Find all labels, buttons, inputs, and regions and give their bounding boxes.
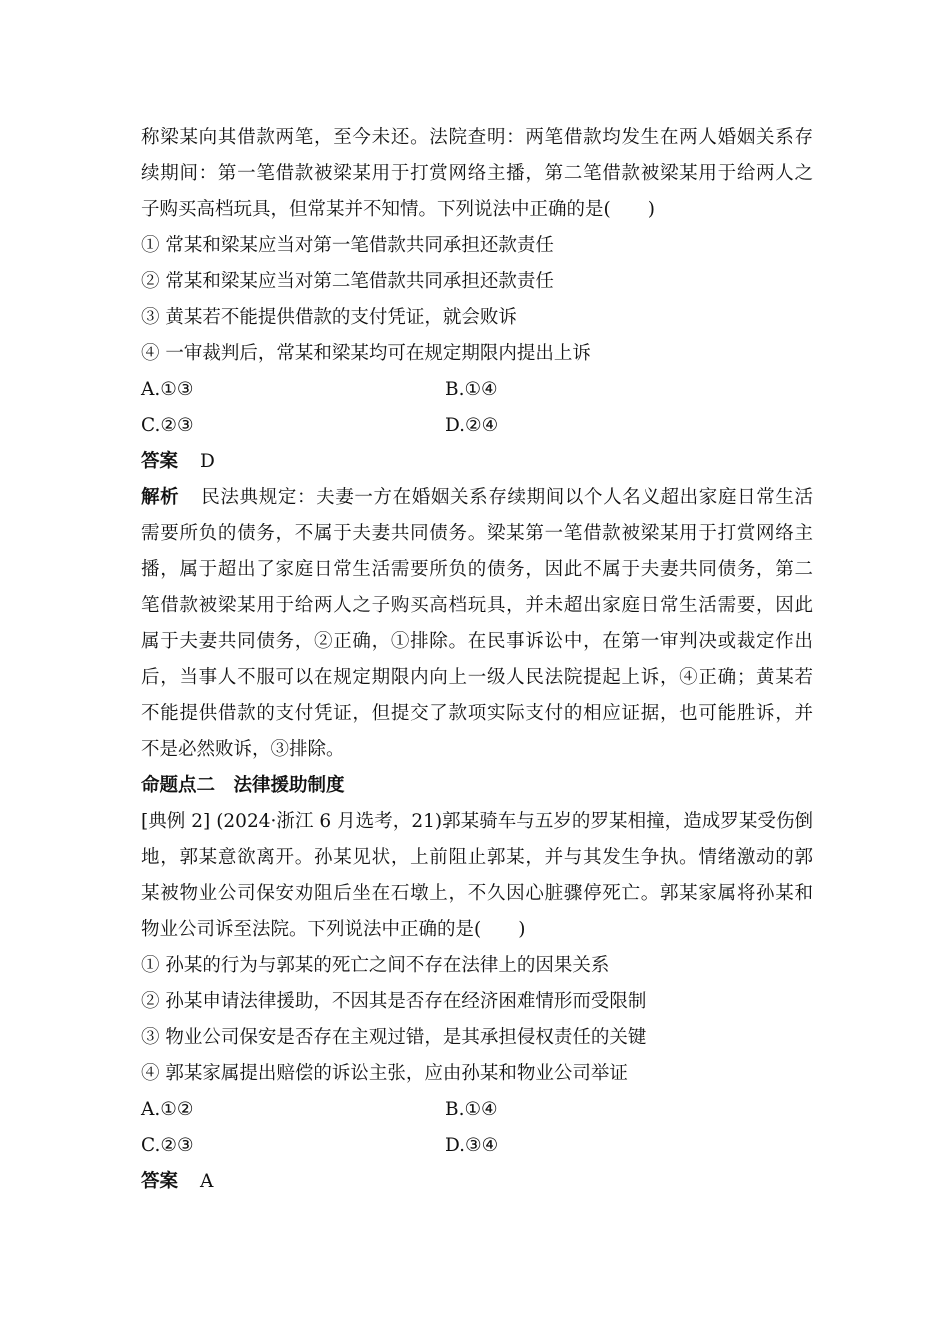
statement-item: ③ 物业公司保安是否存在主观过错，是其承担侵权责任的关键 (141, 1027, 647, 1048)
answer-line (141, 1164, 813, 1200)
question-stem-line: 物业公司诉至法院。下列说法中正确的是( ) (141, 919, 526, 940)
options-row (141, 408, 813, 444)
option-b: B.①④ (445, 1099, 498, 1120)
statement-item: ② 孙某申请法律援助，不因其是否存在经济困难情形而受限制 (141, 991, 647, 1012)
question-stem-line: 某被物业公司保安劝阻后坐在石墩上，不久因心脏骤停死亡。郭某家属将孙某和 (141, 883, 813, 904)
answer-label: 答案 (141, 451, 179, 472)
option-c: C.②③ (141, 1135, 194, 1156)
statement-item: ① 常某和梁某应当对第一笔借款共同承担还款责任 (141, 235, 554, 256)
analysis-line: 不能提供借款的支付凭证，但提交了款项实际支付的相应证据，也可能胜诉，并 (141, 703, 813, 724)
question-stem-line: [典例 2] (2024·浙江 6 月选考，21)郭某骑车与五岁的罗某相撞，造成罗某受伤倒 (141, 811, 813, 832)
question-stem-line: 称梁某向其借款两笔，至今未还。法院查明：两笔借款均发生在两人婚姻关系存 (141, 127, 813, 148)
answer-label: 答案 (141, 1171, 179, 1192)
analysis-line: 需要所负的债务，不属于夫妻共同债务。梁某第一笔借款被梁某用于打赏网络主 (141, 523, 813, 544)
option-c: C.②③ (141, 415, 194, 436)
statement-item: ④ 一审裁判后，常某和梁某均可在规定期限内提出上诉 (141, 343, 591, 364)
statement-item: ③ 黄某若不能提供借款的支付凭证，就会败诉 (141, 307, 517, 328)
analysis-line: 播，属于超出了家庭日常生活需要所负的债务，因此不属于夫妻共同债务，第二 (141, 559, 813, 580)
options-row (141, 1092, 813, 1128)
analysis-line: 后，当事人不服可以在规定期限内向上一级人民法院提起上诉，④正确；黄某若 (141, 667, 813, 688)
option-b: B.①④ (445, 379, 498, 400)
option-d: D.③④ (445, 1135, 499, 1156)
statement-item: ④ 郭某家属提出赔偿的诉讼主张，应由孙某和物业公司举证 (141, 1063, 628, 1084)
analysis-line (141, 480, 813, 516)
answer-value: A (200, 1171, 214, 1192)
option-a: A.①③ (141, 379, 194, 400)
question-stem-line: 子购买高档玩具，但常某并不知情。下列说法中正确的是( ) (141, 199, 655, 220)
options-row (141, 372, 813, 408)
analysis-line: 笔借款被梁某用于给两人之子购买高档玩具，并未超出家庭日常生活需要，因此 (141, 595, 813, 616)
question-stem-line: 续期间：第一笔借款被梁某用于打赏网络主播，第二笔借款被梁某用于给两人之 (141, 163, 813, 184)
analysis-label: 解析 (141, 487, 180, 508)
analysis-line: 不是必然败诉，③排除。 (141, 739, 345, 760)
analysis-line: 属于夫妻共同债务，②正确，①排除。在民事诉讼中，在第一审判决或裁定作出 (141, 631, 813, 652)
option-a: A.①② (141, 1099, 194, 1120)
section-heading: 命题点二 法律援助制度 (141, 775, 345, 796)
statement-item: ① 孙某的行为与郭某的死亡之间不存在法律上的因果关系 (141, 955, 610, 976)
answer-value: D (200, 451, 215, 472)
options-row (141, 1128, 813, 1164)
document-page (141, 120, 813, 1200)
analysis-text: 民法典规定：夫妻一方在婚姻关系存续期间以个人名义超出家庭日常生活 (201, 487, 813, 508)
answer-line (141, 444, 813, 480)
statement-item: ② 常某和梁某应当对第二笔借款共同承担还款责任 (141, 271, 554, 292)
option-d: D.②④ (445, 415, 499, 436)
question-stem-line: 地，郭某意欲离开。孙某见状，上前阻止郭某，并与其发生争执。情绪激动的郭 (141, 847, 813, 868)
